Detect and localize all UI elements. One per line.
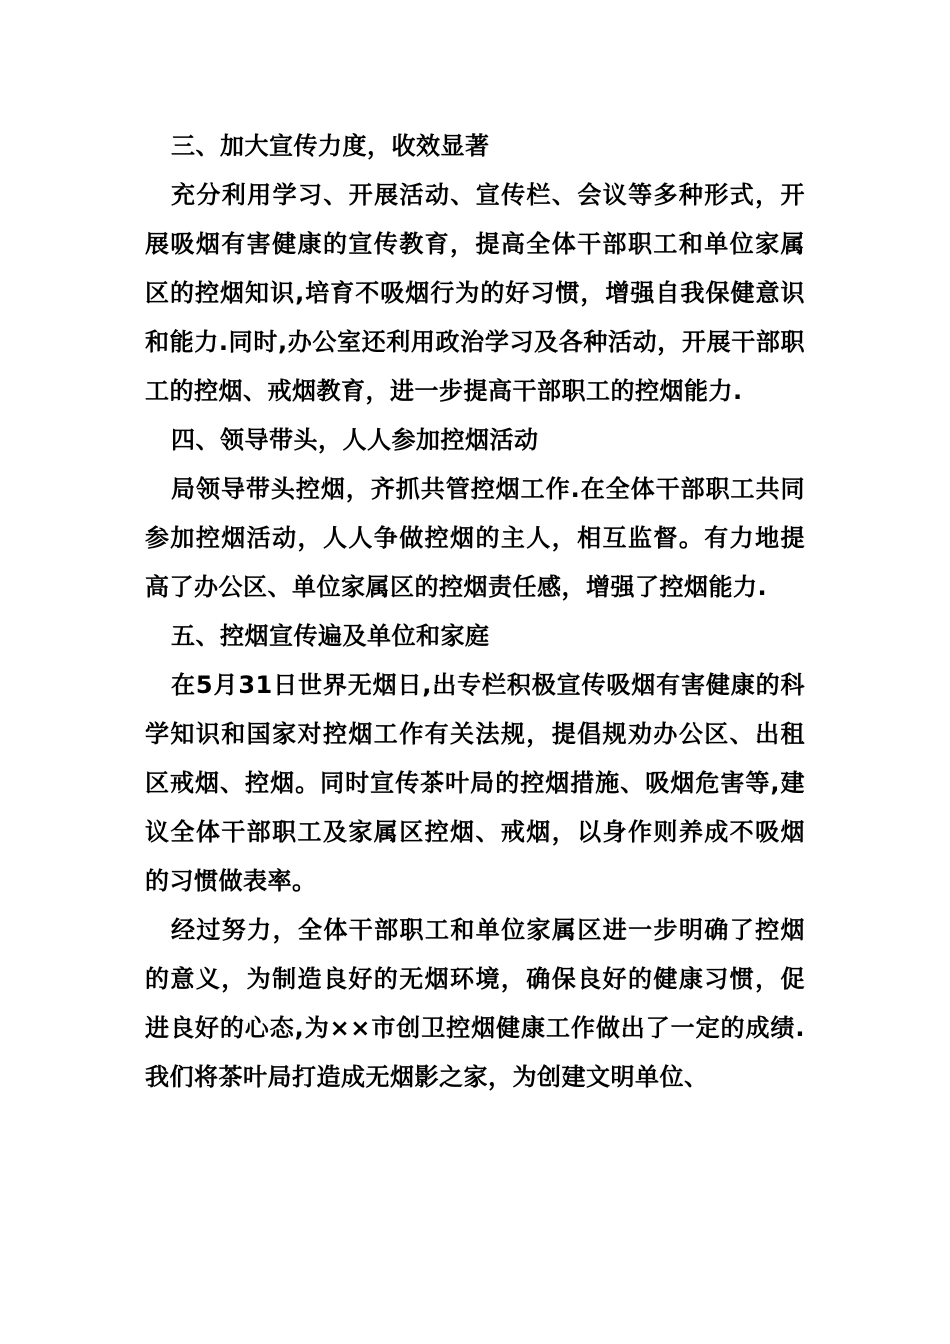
section-outreach [145,612,805,1102]
section-paragraph: 经过努力，全体干部职工和单位家属区进一步明确了控烟的意义，为制造良好的无烟环境，确保良好的健康习惯，促进良好的心态,为××市创卫控烟健康工作做出了一定的成绩.我们将茶叶局打造成无烟影之家，为创建文明单位、 [145,916,805,1091]
document-page [145,122,805,1102]
section-paragraph: 充分利用学习、开展活动、宣传栏、会议等多种形式，开展吸烟有害健康的宣传教育，提高全体干部职工和单位家属区的控烟知识,培育不吸烟行为的好习惯，增强自我保健意识和能力.同时,办公室还利用政治学习及各种活动，开展干部职工的控烟、戒烟教育，进一步提高干部职工的控烟能力. [145,181,805,405]
section-leadership [145,416,805,612]
section-heading: 五、控烟宣传遍及单位和家庭 [171,622,490,650]
section-publicity [145,122,805,416]
section-paragraph: 局领导带头控烟，齐抓共管控烟工作.在全体干部职工共同参加控烟活动，人人争做控烟的主人，相互监督。有力地提高了办公区、单位家属区的控烟责任感，增强了控烟能力. [145,475,805,601]
section-heading: 三、加大宣传力度，收效显著 [171,132,490,160]
section-heading: 四、领导带头，人人参加控烟活动 [171,426,539,454]
section-paragraph: 在5月31日世界无烟日,出专栏积极宣传吸烟有害健康的科学知识和国家对控烟工作有关法规，提倡规劝办公区、出租区戒烟、控烟。同时宣传茶叶局的控烟措施、吸烟危害等,建议全体干部职工及家属区控烟、戒烟，以身作则养成不吸烟的习惯做表率。 [145,671,805,895]
